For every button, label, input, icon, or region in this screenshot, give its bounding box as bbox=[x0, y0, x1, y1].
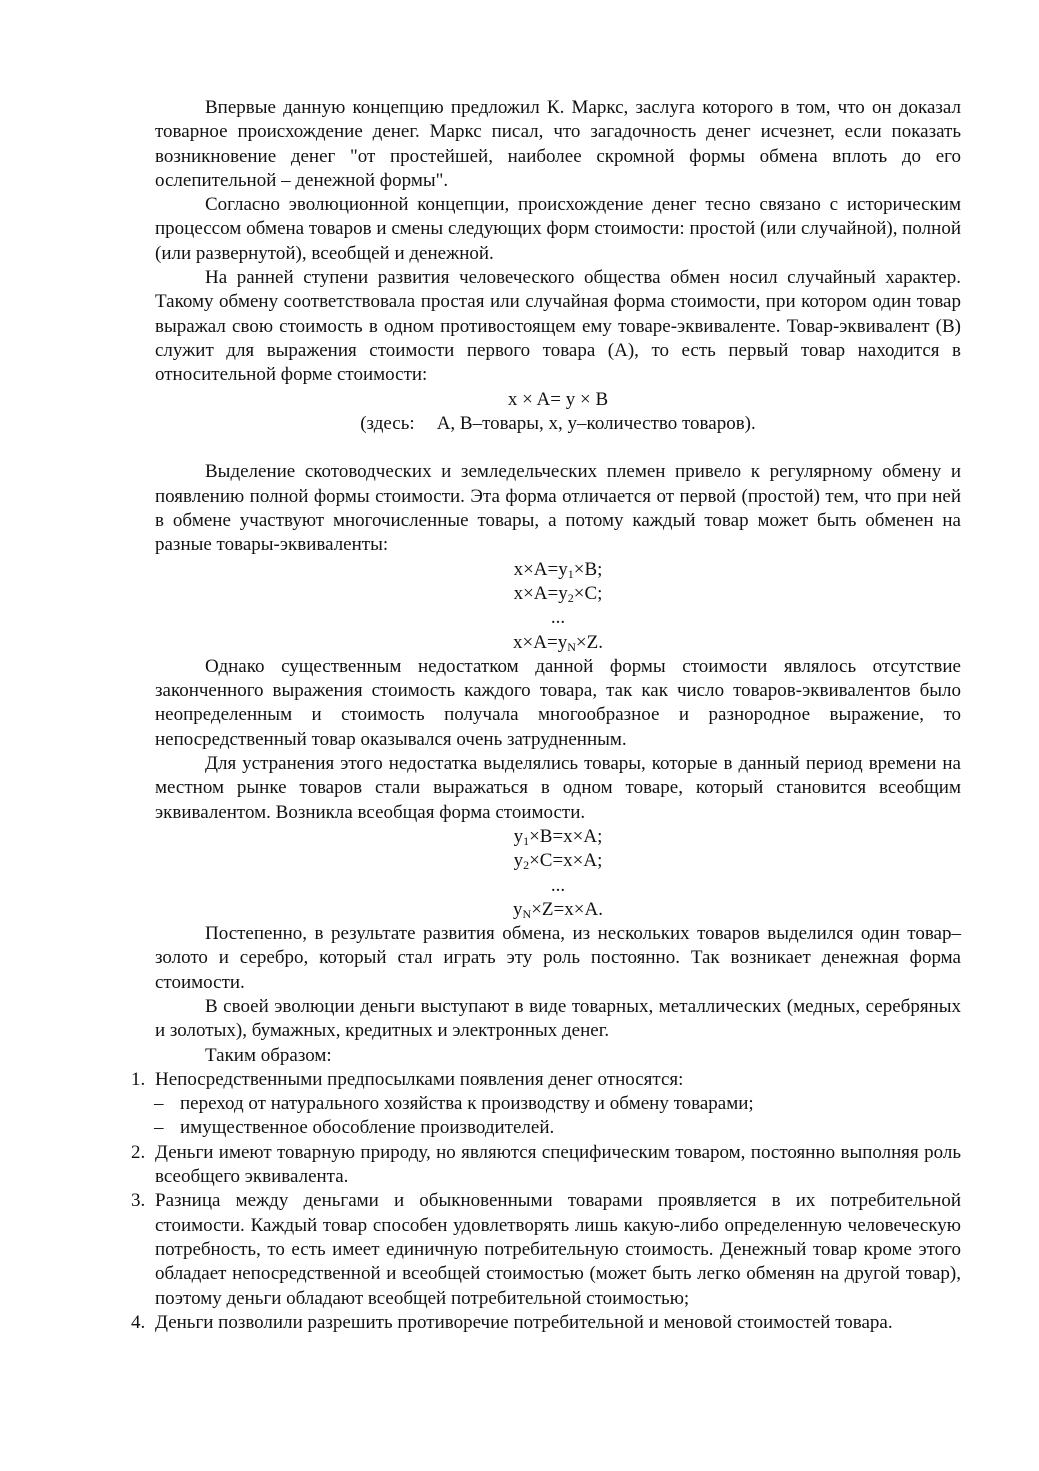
formula-line bbox=[155, 825, 961, 849]
dash-bullet: – bbox=[154, 1093, 164, 1115]
list-item bbox=[131, 1311, 961, 1335]
paragraph-evolution-concept: Согласно эволюционной концепции, происхождение денег тесно связано с историческим процессом обмена товаров и смены следующих форм стоимости: простой (или случайной), полной (или развернутой), всеобщей и денежной. bbox=[155, 194, 961, 264]
formula-ellipsis: ... bbox=[550, 874, 566, 896]
formula-part: ×C=x×A; bbox=[529, 850, 603, 872]
paragraph-conclusion-intro: Таким образом: bbox=[205, 1044, 332, 1066]
formula-part: y bbox=[513, 850, 524, 872]
formula-simple-form: x × A= y × B bbox=[507, 388, 609, 410]
paragraph-drawback: Однако существенным недостатком данной формы стоимости являлось отсутствие законченного выражения стоимость каждого товара, так как число товаров-эквивалентов было неопределенным и стоимость получала многообразное и разнородное выражение, то непосредственный товар оказывался очень затрудненным. bbox=[155, 655, 961, 750]
paragraph-evolution-of-money: В своей эволюции деньги выступают в виде товарных, металлических (медных, серебряных и золотых), бумажных, кредитных и электронных денег. bbox=[155, 995, 961, 1042]
formula-subscript: N bbox=[567, 639, 576, 654]
numbered-list bbox=[131, 1068, 961, 1335]
formula-note bbox=[155, 412, 961, 436]
formula-line bbox=[155, 898, 961, 922]
list-item-text: Разница между деньгами и обыкновенными товарами проявляется в их потребительной стоимости. Каждый товар способен удовлетворять лишь какую-либо определенную человеческую потребность, то есть имеет единичную потребительную стоимость. Денежный товар кроме этого обладает непосредственной и всеобщей стоимостью (может быть легко обменян на другой товар), поэтому деньги обладают всеобщей потребительной стоимостью; bbox=[155, 1190, 961, 1309]
paragraph-money-form: Постепенно, в результате развития обмена, из нескольких товаров выделился один товар–золото и серебро, который стал играть эту роль постоянно. Так возникает денежная форма стоимости. bbox=[155, 923, 961, 993]
list-number: 4. bbox=[131, 1311, 146, 1333]
sublist-item-text: имущественное обособление производителей. bbox=[180, 1117, 555, 1139]
formula-part: x×A=y bbox=[513, 582, 568, 604]
formula-line bbox=[155, 631, 961, 655]
blank-line bbox=[155, 436, 961, 460]
formula-part: x×A=y bbox=[513, 558, 568, 580]
list-item bbox=[131, 1068, 961, 1092]
formula-line bbox=[155, 849, 961, 873]
formula-note-prefix: (здесь: bbox=[360, 412, 415, 434]
list-item bbox=[131, 1189, 961, 1310]
formula-block-full-form bbox=[155, 558, 961, 655]
formula-subscript: 1 bbox=[523, 833, 530, 848]
formula-note-text: А, В–товары, х, у–количество товаров). bbox=[436, 412, 756, 434]
formula-subscript: N bbox=[522, 906, 532, 921]
formula-block-universal-form bbox=[155, 825, 961, 922]
formula-subscript: 2 bbox=[523, 858, 530, 873]
sublist-item-text: переход от натурального хозяйства к производству и обмену товарами; bbox=[180, 1093, 754, 1115]
formula-part: ×B; bbox=[573, 558, 603, 580]
sublist-item bbox=[155, 1092, 961, 1116]
formula-subscript: 1 bbox=[567, 566, 574, 581]
paragraph-universal-form: Для устранения этого недостатка выделялись товары, которые в данный период времени на местном рынке товаров стали выражаться в одном товаре, который становится всеобщим эквивалентом. Возникла всеобщая форма стоимости. bbox=[155, 753, 961, 823]
formula-part: y bbox=[513, 825, 524, 847]
formula-part: ×C; bbox=[573, 582, 603, 604]
formula-line bbox=[155, 582, 961, 606]
paragraph-full-form: Выделение скотоводческих и земледельческих племен привело к регулярному обмену и появлению полной формы стоимости. Эта форма отличается от первой (простой) тем, что при ней в обмене участвуют многочисленные товары, а потому каждый товар может быть обменен на разные товары-эквиваленты: bbox=[155, 461, 961, 556]
formula-part: ×Z. bbox=[575, 631, 603, 653]
paragraph-marx: Впервые данную концепцию предложил К. Маркс, заслуга которого в том, что он доказал товарное происхождение денег. Маркс писал, что загадочность денег исчезнет, если показать возникновение денег "от простейшей, наиболее скромной формы обмена вплоть до его ослепительной – денежной формы". bbox=[155, 97, 961, 191]
formula-line bbox=[155, 558, 961, 582]
list-item-text: Деньги имеют товарную природу, но являются специфическим товаром, постоянно выполняя роль всеобщего эквивалента. bbox=[155, 1141, 961, 1188]
list-number: 2. bbox=[131, 1141, 146, 1163]
document-page bbox=[131, 96, 961, 1335]
paragraph-simple-form: На ранней ступени развития человеческого общества обмен носил случайный характер. Такому обмену соответствовала простая или случайная форма стоимости, при котором один товар выражал свою стоимость в одном противостоящем ему товаре-эквиваленте. Товар-эквивалент (В) служит для выражения стоимости первого товара (А), то есть первый товар находится в относительной форме стоимости: bbox=[155, 267, 961, 386]
formula-part: ×Z=x×A. bbox=[531, 898, 603, 920]
formula-ellipsis: ... bbox=[550, 607, 566, 629]
list-number: 3. bbox=[131, 1190, 146, 1212]
sublist-item bbox=[155, 1116, 961, 1140]
list-item-text: Непосредственными предпосылками появления денег относятся: bbox=[155, 1068, 684, 1090]
formula-part: x×A=y bbox=[513, 631, 568, 653]
formula-part: y bbox=[513, 898, 523, 920]
formula-subscript: 2 bbox=[567, 590, 574, 605]
list-number: 1. bbox=[131, 1068, 146, 1090]
dash-bullet: – bbox=[154, 1117, 164, 1139]
formula-part: ×B=x×A; bbox=[529, 825, 603, 847]
list-item bbox=[131, 1141, 961, 1190]
list-item-text: Деньги позволили разрешить противоречие потребительной и меновой стоимостей товара. bbox=[155, 1311, 893, 1333]
